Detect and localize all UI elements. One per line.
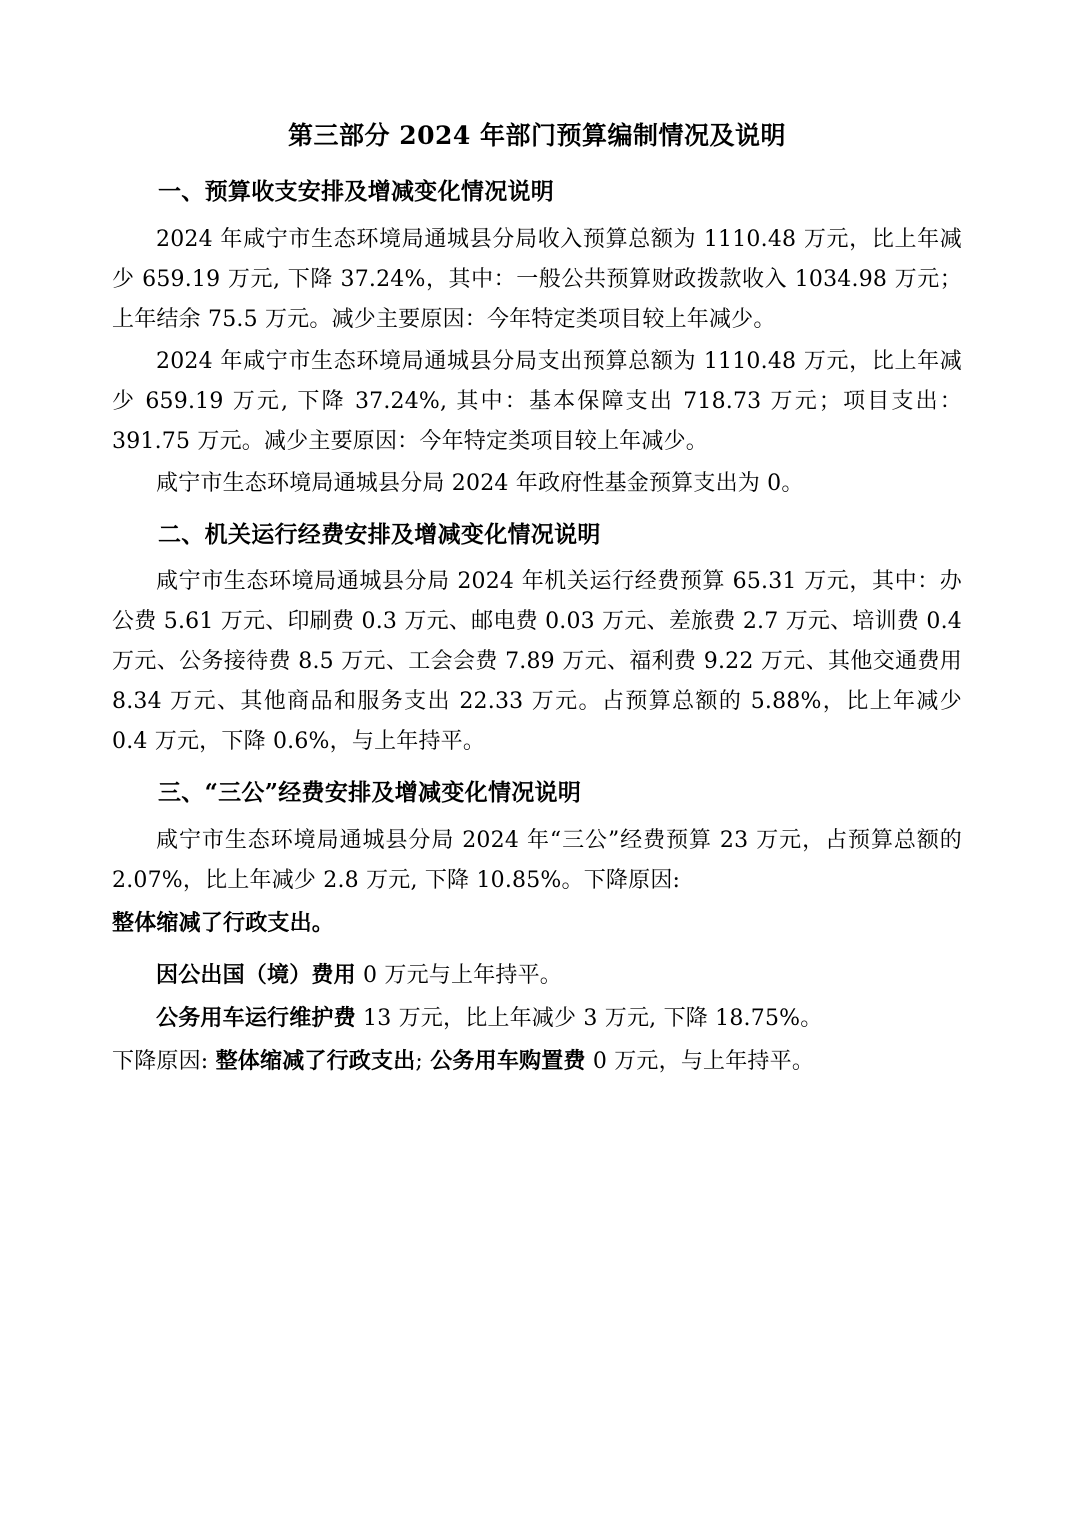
page-title: 第三部分 2024 年部门预算编制情况及说明 [288,121,786,150]
paragraph-government-fund: 咸宁市生态环境局通城县分局 2024 年政府性基金预算支出为 0。 [156,470,804,496]
closing-tail: 0 万元，与上年持平。 [585,1049,815,1075]
paragraph-closing-reason [112,1041,962,1082]
paragraph-operating-expenses: 咸宁市生态环境局通城县分局 2024 年机关运行经费预算 65.31 万元，其中：办公费 5.61 万元、印刷费 0.3 万元、邮电费 0.03 万元、差旅费 2.7 万元、培训费 0.4 万元、公务接待费 8.5 万元、工会会费 7.89 万元、福利费 9.22 万元、其他交通费用 8.34 万元、其他商品和服务支出 22.33 万元。占预算总额的 5.88%，比上年减少 0.4 万元，下降 0.6%，与上年持平。 [112,569,962,755]
section-heading-1: 一、预算收支安排及增减变化情况说明 [158,178,555,205]
closing-mid: ; [415,1049,431,1075]
item-overseas-travel-value: 0 万元与上年持平。 [355,962,562,988]
item-vehicle-maintenance-value: 13 万元，比上年减少 3 万元, 下降 18.75%。 [355,1006,823,1031]
item-overseas-travel [112,955,962,996]
paragraph-expenditure: 2024 年咸宁市生态环境局通城县分局支出预算总额为 1110.48 万元，比上年减少 659.19 万元, 下降 37.24%, 其中：基本保障支出 718.73 万元；项目支出：391.75 万元。减少主要原因：今年特定类项目较上年减少。 [112,348,962,454]
item-vehicle-maintenance-label: 公务用车运行维护费 [156,1005,356,1031]
item-vehicle-maintenance [112,998,962,1039]
paragraph-income: 2024 年咸宁市生态环境局通城县分局收入预算总额为 1110.48 万元，比上年减少 659.19 万元, 下降 37.24%，其中：一般公共预算财政拨款收入 1034.98 万元；上年结余 75.5 万元。减少主要原因：今年特定类项目较上年减少。 [112,226,962,332]
section-heading-2: 二、机关运行经费安排及增减变化情况说明 [158,520,601,548]
item-overseas-travel-label: 因公出国（境）费用 [156,961,356,988]
paragraph-reduction-reason: 整体缩减了行政支出。 [112,909,335,936]
paragraph-spacer [112,945,962,955]
closing-bold-vehicle-purchase: 公务用车购置费 [430,1048,586,1075]
paragraph-three-public-expenses: 咸宁市生态环境局通城县分局 2024 年“三公”经费预算 23 万元，占预算总额的 2.07%，比上年减少 2.8 万元, 下降 10.85%。下降原因: [112,827,962,893]
closing-bold-admin: 整体缩减了行政支出 [215,1048,416,1075]
closing-lead: 下降原因: [112,1049,216,1075]
section-heading-3: 三、“三公”经费安排及增减变化情况说明 [158,779,582,807]
